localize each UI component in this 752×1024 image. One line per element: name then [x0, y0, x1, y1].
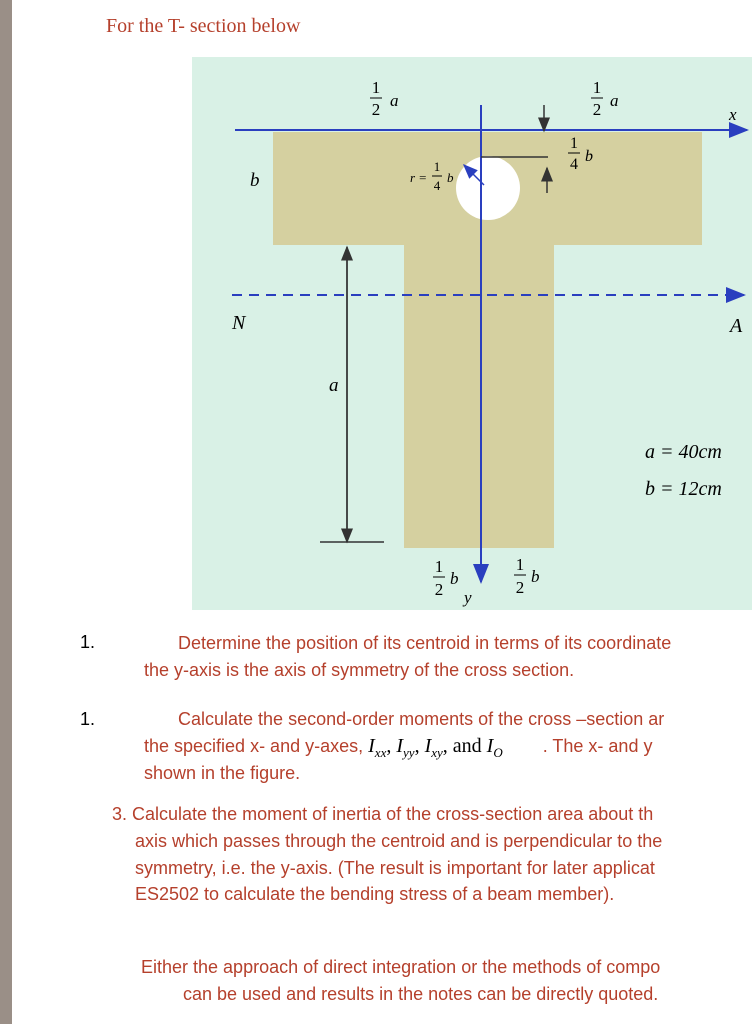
q1-number: 1. — [80, 632, 96, 652]
given-b-value: b = 12cm — [645, 478, 722, 500]
svg-text:2: 2 — [515, 578, 525, 597]
svg-text:b: b — [531, 567, 540, 586]
q2-math-and: and — [452, 735, 482, 757]
note-line1: Either the approach of direct integration or the methods of compo — [141, 957, 661, 977]
q3-line2: axis which passes through the centroid and is perpendicular to the — [135, 831, 663, 851]
neutral-axis-a-label: A — [730, 315, 743, 337]
svg-text:r =: r = — [410, 170, 428, 185]
q3-line1: 3. Calculate the moment of inertia of the cross-section area about th — [112, 804, 654, 824]
q2-line2: the specified x- and y-axes, $I_{xx}$, $I_{yy}$, $I_{xy}$, and $I_O$ . The x- and y — [144, 735, 653, 760]
svg-text:1: 1 — [433, 159, 441, 174]
q2-math-iyy: $I_{yy}$ — [396, 735, 415, 760]
svg-text:1: 1 — [434, 557, 444, 576]
q2-line2-pre: the specified x- and y-axes, — [144, 736, 369, 756]
q2-math-ixy: $I_{xy}$ — [424, 735, 443, 760]
svg-text:a: a — [610, 91, 619, 110]
t-section-diagram — [192, 57, 752, 610]
svg-text:2: 2 — [434, 580, 444, 599]
q2-math-io: $I_O$ — [486, 735, 503, 760]
svg-text:4: 4 — [570, 156, 578, 173]
svg-text:1: 1 — [371, 78, 381, 97]
b-label: b — [250, 170, 260, 191]
svg-text:2: 2 — [371, 100, 381, 119]
t-section-figure — [192, 57, 752, 610]
svg-text:1: 1 — [592, 78, 602, 97]
x-axis-label: x — [729, 105, 737, 124]
svg-text:4: 4 — [433, 178, 441, 193]
neutral-axis-n-label: N — [232, 312, 246, 334]
a-dimension-label: a — [329, 375, 339, 396]
q2-number: 1. — [80, 709, 96, 729]
svg-text:b: b — [450, 569, 459, 588]
svg-text:1: 1 — [570, 135, 578, 152]
given-a-value: a = 40cm — [645, 441, 722, 463]
note-line2: can be used and results in the notes can be directly quoted. — [183, 984, 659, 1004]
q2-line1: Calculate the second-order moments of the cross –section ar — [178, 709, 665, 729]
y-axis-label: y — [464, 588, 472, 607]
svg-text:b: b — [447, 170, 454, 185]
q1-line2: the y-axis is the axis of symmetry of the cross section. — [144, 660, 575, 680]
q1-line1: Determine the position of its centroid in terms of its coordinate — [178, 633, 672, 653]
heading: For the T- section below — [106, 15, 301, 37]
svg-text:2: 2 — [592, 100, 602, 119]
q2-math-ixx: $I_{xx}$ — [368, 735, 387, 760]
svg-text:b: b — [585, 148, 593, 165]
q3-line3: symmetry, i.e. the y-axis. (The result is important for later applicat — [135, 858, 655, 878]
svg-text:a: a — [390, 91, 399, 110]
q2-line3: shown in the figure. — [144, 763, 301, 783]
q3-line4: ES2502 to calculate the bending stress of a beam member). — [135, 884, 615, 904]
left-margin-bar — [0, 0, 12, 1024]
svg-text:1: 1 — [515, 555, 525, 574]
q2-line2-post: . The x- and y — [542, 736, 653, 756]
